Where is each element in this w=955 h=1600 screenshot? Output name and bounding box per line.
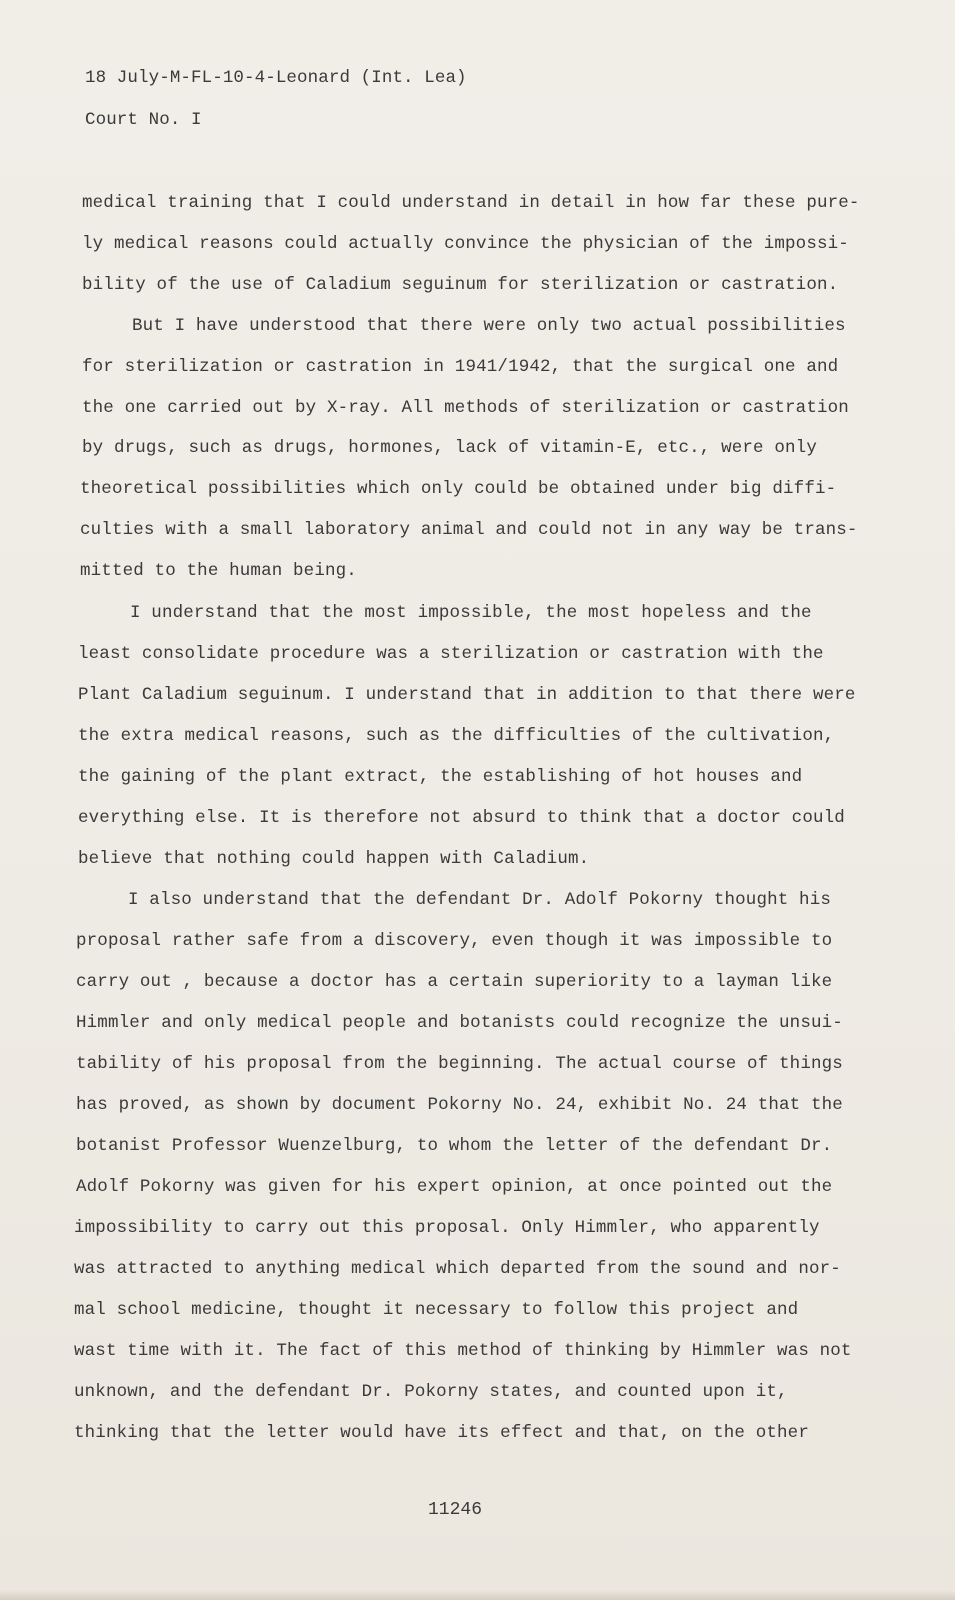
text-line: Himmler and only medical people and botanists could recognize the unsui- <box>76 1013 843 1033</box>
text-line: has proved, as shown by document Pokorny No. 24, exhibit No. 24 that the <box>76 1095 843 1115</box>
text-line: medical training that I could understand in detail in how far these pure- <box>82 193 860 213</box>
text-line: mitted to the human being. <box>80 561 357 581</box>
text-line: Plant Caladium seguinum. I understand that in addition to that there were <box>78 685 856 705</box>
text-line: the one carried out by X-ray. All methods of sterilization or castration <box>82 398 849 418</box>
text-line: tability of his proposal from the beginning. The actual course of things <box>76 1054 843 1074</box>
text-line: bility of the use of Caladium seguinum for sterilization or castration. <box>82 275 839 295</box>
text-line: But I have understood that there were only two actual possibilities <box>132 316 846 336</box>
text-line: believe that nothing could happen with Caladium. <box>78 849 590 869</box>
header-court-line: Court No. I <box>85 110 202 130</box>
text-line: impossibility to carry out this proposal. Only Himmler, who apparently <box>74 1218 820 1238</box>
text-line: theoretical possibilities which only could be obtained under big diffi- <box>80 479 837 499</box>
text-line: proposal rather safe from a discovery, even though it was impossible to <box>76 931 833 951</box>
text-line: the gaining of the plant extract, the establishing of hot houses and <box>78 767 803 787</box>
text-line: wast time with it. The fact of this method of thinking by Himmler was not <box>74 1341 852 1361</box>
text-line: Adolf Pokorny was given for his expert opinion, at once pointed out the <box>76 1177 833 1197</box>
page-number: 11246 <box>428 1500 483 1520</box>
text-line: everything else. It is therefore not absurd to think that a doctor could <box>78 808 845 828</box>
text-line: carry out , because a doctor has a certain superiority to a layman like <box>76 972 833 992</box>
text-line: unknown, and the defendant Dr. Pokorny states, and counted upon it, <box>74 1382 788 1402</box>
text-line: culties with a small laboratory animal and could not in any way be trans- <box>80 520 858 540</box>
header-session-line: 18 July-M-FL-10-4-Leonard (Int. Lea) <box>85 68 467 88</box>
text-line: thinking that the letter would have its effect and that, on the other <box>74 1423 809 1443</box>
text-line: least consolidate procedure was a sterilization or castration with the <box>78 644 824 664</box>
text-line: for sterilization or castration in 1941/1942, that the surgical one and <box>82 357 839 377</box>
text-line: mal school medicine, thought it necessary to follow this project and <box>74 1300 799 1320</box>
text-line: was attracted to anything medical which departed from the sound and nor- <box>74 1259 841 1279</box>
text-line: I understand that the most impossible, the most hopeless and the <box>130 603 812 623</box>
page-bottom-edge <box>0 1590 955 1600</box>
text-line: I also understand that the defendant Dr. Adolf Pokorny thought his <box>128 890 832 910</box>
text-line: the extra medical reasons, such as the difficulties of the cultivation, <box>78 726 835 746</box>
text-line: by drugs, such as drugs, hormones, lack of vitamin-E, etc., were only <box>82 438 817 458</box>
text-line: botanist Professor Wuenzelburg, to whom the letter of the defendant Dr. <box>76 1136 833 1156</box>
text-line: ly medical reasons could actually convince the physician of the impossi- <box>82 234 849 254</box>
